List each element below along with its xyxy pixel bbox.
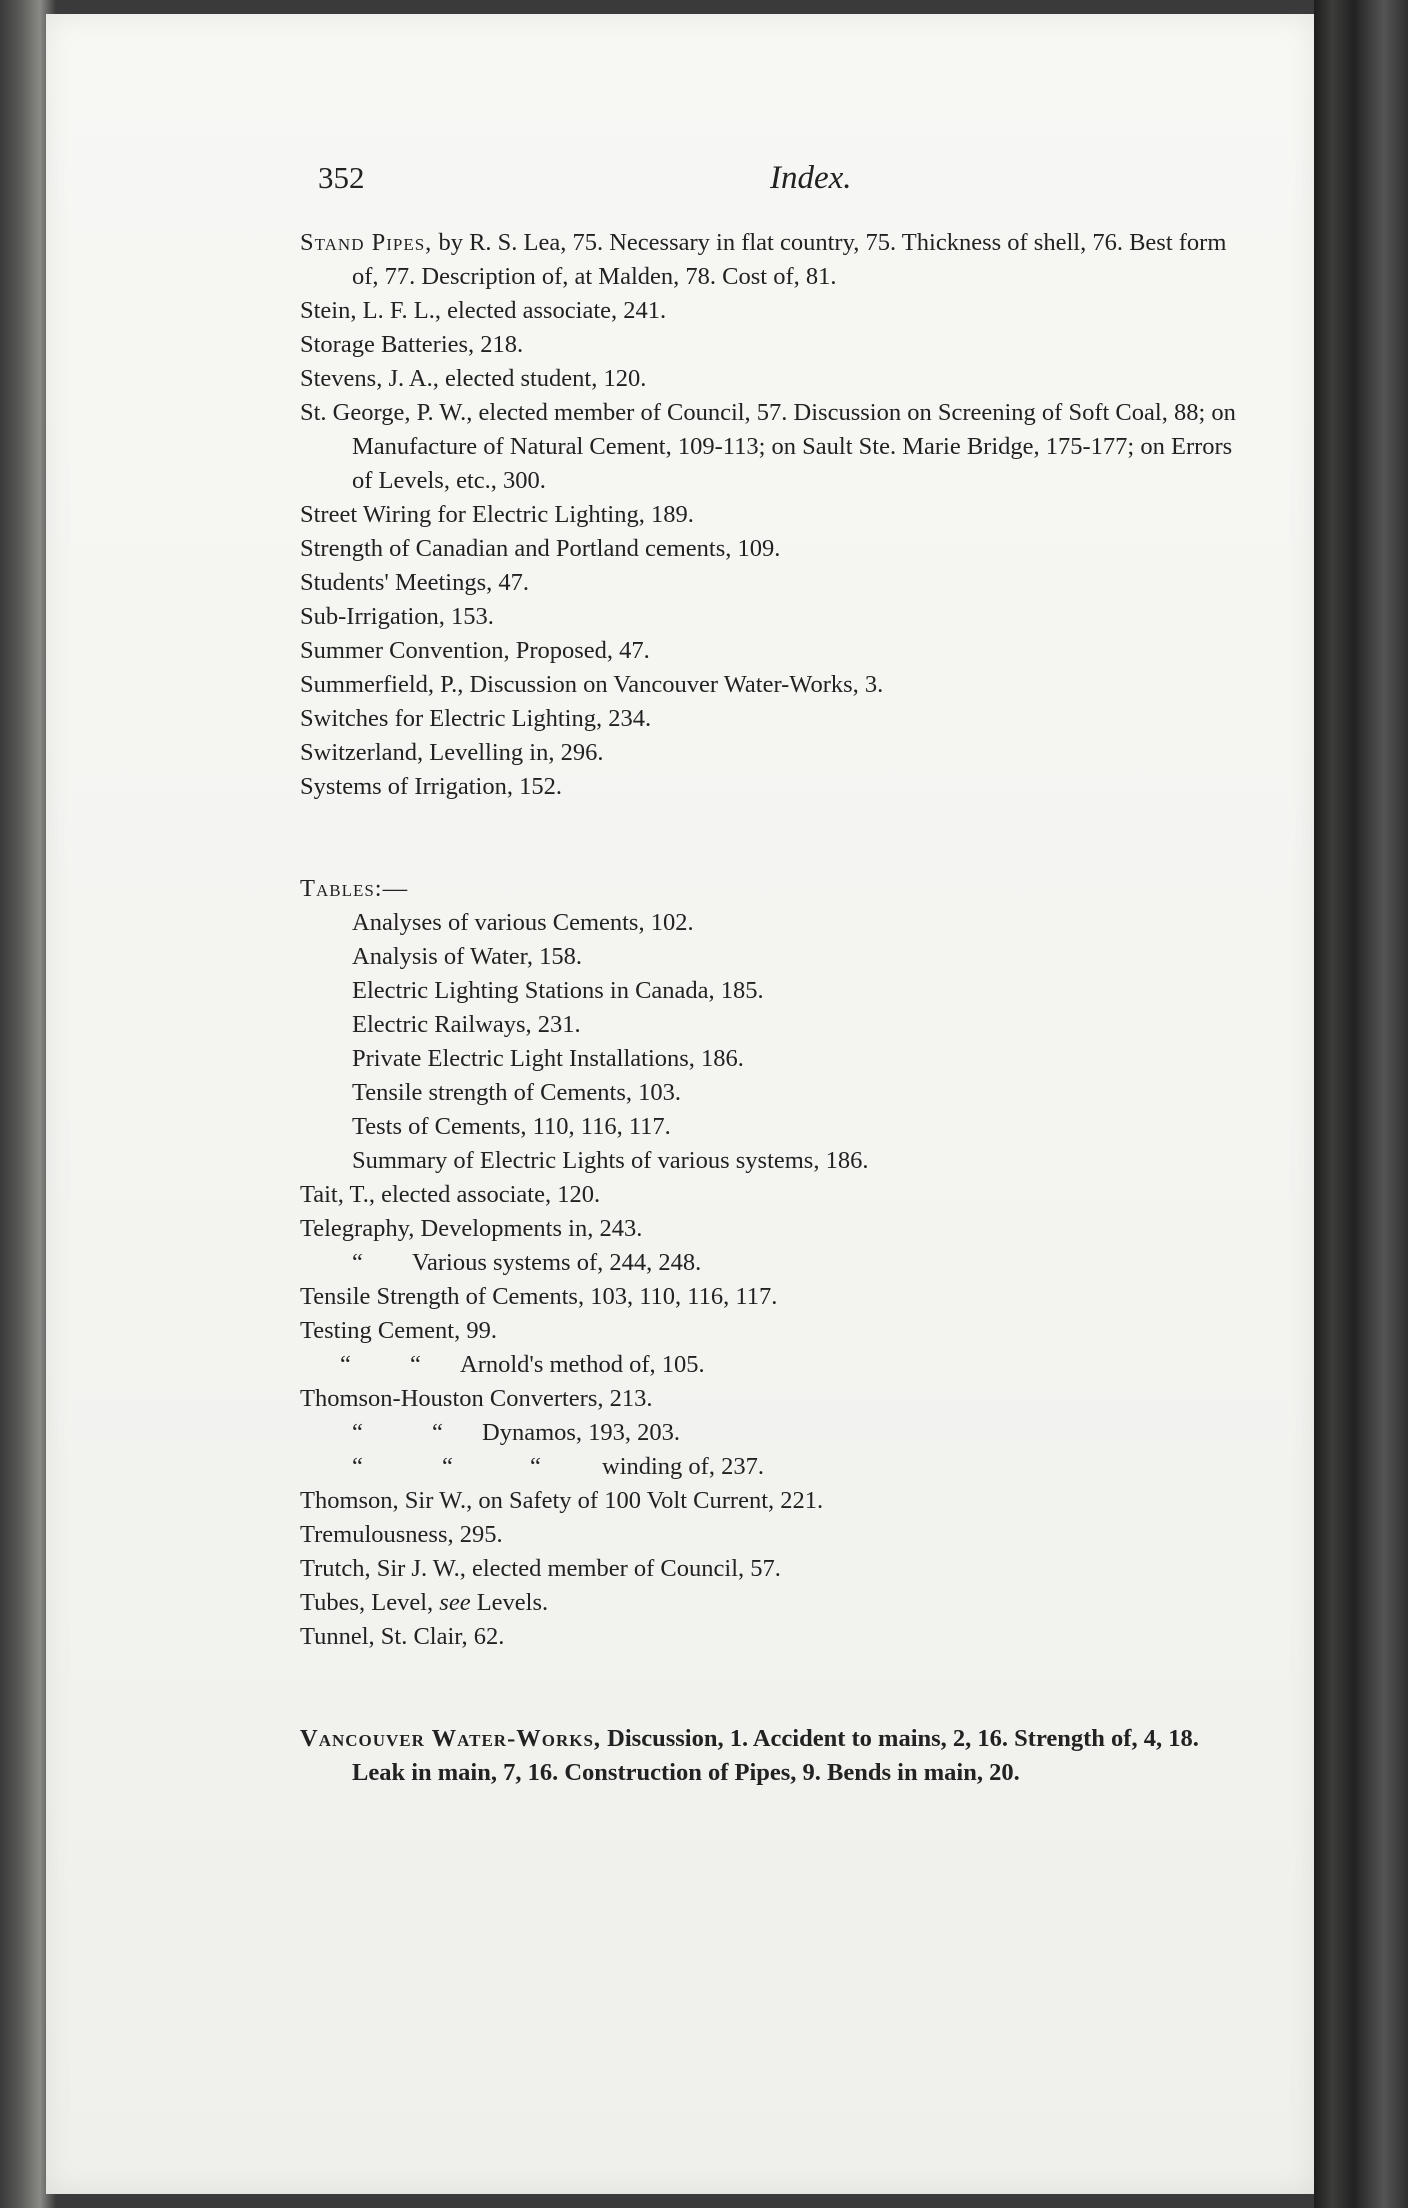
ditto-mark: “: [410, 1351, 421, 1378]
index-entry: Summer Convention, Proposed, 47.: [300, 637, 650, 664]
index-entry: Sub-Irrigation, 153.: [300, 603, 494, 630]
tables-item: Tests of Cements, 110, 116, 117.: [352, 1113, 671, 1140]
entry-heading: Stand Pipes,: [300, 229, 433, 256]
ditto-mark: “: [352, 1453, 363, 1480]
index-entry-tremulousness: Tremulousness, 295.: [300, 1521, 503, 1548]
index-page-content: [300, 160, 1240, 1790]
subentry-text: Dynamos, 193, 203.: [482, 1419, 681, 1446]
index-entry: Switzerland, Levelling in, 296.: [300, 739, 604, 766]
entry-text: Tubes, Level,: [300, 1589, 440, 1616]
tables-item: Summary of Electric Lights of various systems, 186.: [352, 1147, 869, 1174]
index-entry-telegraphy: Telegraphy, Developments in, 243.: [300, 1215, 643, 1242]
index-entry-testing: Testing Cement, 99.: [300, 1317, 497, 1344]
running-head: Index.: [770, 160, 852, 196]
index-entry: Systems of Irrigation, 152.: [300, 773, 562, 800]
tables-item: Private Electric Light Installations, 186.: [352, 1045, 744, 1072]
entry-text: by R. S. Lea, 75. Necessary in flat country, 75. Thickness of shell, 76. Best form of, 77. Description of, at Malden, 78. Cost of, 81.: [352, 229, 1227, 290]
subentry-text: Various systems of, 244, 248.: [412, 1249, 702, 1276]
index-entry: Summerfield, P., Discussion on Vancouver Water-Works, 3.: [300, 671, 884, 698]
page-header: [300, 160, 1240, 210]
entry-text: Discussion, 1. Accident to mains, 2, 16. Strength of, 4, 18. Leak in main, 7, 16. Construction of Pipes, 9. Bends in main, 20.: [352, 1725, 1199, 1786]
index-entry-tensile: Tensile Strength of Cements, 103, 110, 116, 117.: [300, 1283, 778, 1310]
index-subentry-dynamos: [300, 1416, 1240, 1450]
index-entry-vancouver: [300, 1722, 1240, 1790]
page-number: 352: [318, 160, 365, 195]
tables-item: Electric Lighting Stations in Canada, 185.: [352, 977, 764, 1004]
tables-heading: Tables:—: [300, 875, 409, 902]
index-subentry-testing: [300, 1348, 1240, 1382]
see-reference: see: [439, 1589, 471, 1616]
index-entry: St. George, P. W., elected member of Council, 57. Discussion on Screening of Soft Coal, 88; on Manufacture of Natural Cement, 109-113; on Sault Ste. Marie Bridge, 175-177; on Errors of Levels, etc., 300.: [300, 399, 1236, 494]
index-entry: Students' Meetings, 47.: [300, 569, 529, 596]
index-subentry-winding: [300, 1450, 1240, 1484]
ditto-mark: “: [340, 1351, 351, 1378]
ditto-mark: “: [352, 1249, 363, 1276]
index-entry-thomson: Thomson, Sir W., on Safety of 100 Volt Current, 221.: [300, 1487, 824, 1514]
index-entry: Stevens, J. A., elected student, 120.: [300, 365, 647, 392]
page-edge-shadow: [1314, 0, 1408, 2208]
ditto-mark: “: [352, 1419, 363, 1446]
tables-item: Electric Railways, 231.: [352, 1011, 581, 1038]
index-entry-thomson-houston: Thomson-Houston Converters, 213.: [300, 1385, 653, 1412]
subentry-text: winding of, 237.: [602, 1453, 764, 1480]
index-entry-tubes: [300, 1586, 1240, 1620]
index-entry-tait: Tait, T., elected associate, 120.: [300, 1181, 601, 1208]
tables-item: Analyses of various Cements, 102.: [352, 909, 694, 936]
entry-heading: Vancouver Water-Works,: [300, 1725, 602, 1752]
index-entry-trutch: Trutch, Sir J. W., elected member of Council, 57.: [300, 1555, 781, 1582]
index-entry: Stein, L. F. L., elected associate, 241.: [300, 297, 667, 324]
ditto-mark: “: [432, 1419, 443, 1446]
index-entry-tunnel: Tunnel, St. Clair, 62.: [300, 1623, 505, 1650]
entry-text: Levels.: [470, 1589, 549, 1616]
section-gap: [300, 804, 1240, 872]
tables-item: Analysis of Water, 158.: [352, 943, 582, 970]
index-entry: Street Wiring for Electric Lighting, 189.: [300, 501, 694, 528]
index-subentry-telegraphy: [300, 1246, 1240, 1280]
index-entries: [300, 226, 1240, 1790]
index-entry: Switches for Electric Lighting, 234.: [300, 705, 652, 732]
ditto-mark: “: [530, 1453, 541, 1480]
subentry-text: Arnold's method of, 105.: [460, 1351, 705, 1378]
ditto-mark: “: [442, 1453, 453, 1480]
index-entry: Strength of Canadian and Portland cements, 109.: [300, 535, 781, 562]
index-entry: Storage Batteries, 218.: [300, 331, 524, 358]
index-entry-stand-pipes: [300, 226, 1240, 294]
tables-item: Tensile strength of Cements, 103.: [352, 1079, 681, 1106]
section-gap: [300, 1654, 1240, 1722]
